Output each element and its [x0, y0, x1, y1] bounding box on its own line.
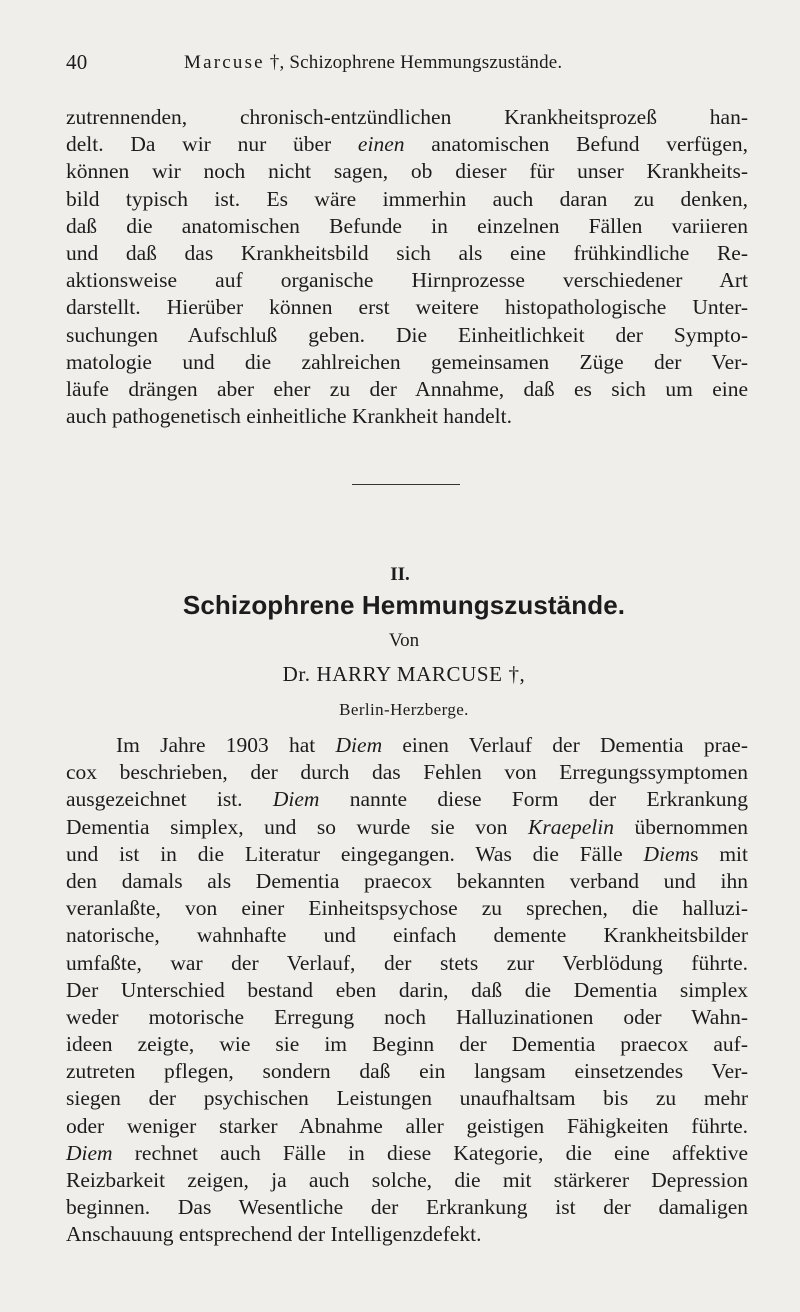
- text-line: bild typisch ist. Es wäre immerhin auch daran zu denken,: [66, 186, 748, 211]
- text-line: Diem rechnet auch Fälle in diese Kategorie, die eine affektive: [66, 1140, 748, 1165]
- article-author: Dr. HARRY MARCUSE †,: [282, 662, 526, 686]
- text-line: siegen der psychischen Leistungen unaufhaltsam bis zu mehr: [66, 1086, 748, 1111]
- text-line: cox beschrieben, der durch das Fehlen von Erregungssymptomen: [66, 760, 748, 785]
- emphasized-name: Diem: [272, 787, 320, 812]
- text-line: können wir noch nicht sagen, ob dieser für unser Krankheits-: [66, 159, 748, 184]
- byline-von: Von: [388, 630, 420, 651]
- text-line: daß die anatomischen Befunde in einzelnen Fällen variieren: [66, 213, 748, 238]
- text-line: oder weniger starker Abnahme aller geistigen Fähigkeiten führte.: [66, 1113, 748, 1138]
- emphasized-name: Kraepelin: [528, 814, 615, 839]
- paragraph-intro: [66, 732, 748, 1249]
- text-line: ausgezeichnet ist. Diem nannte diese Form der Erkrankung: [66, 787, 748, 812]
- text-line: natorische, wahnhafte und einfach demente Krankheitsbilder: [66, 923, 748, 948]
- text-line: matologie und die zahlreichen gemeinsamen Züge der Ver-: [66, 349, 748, 374]
- running-header: [66, 50, 746, 80]
- text-line: zutrennenden, chronisch-entzündlichen Krankheitsprozeß han-: [66, 105, 748, 129]
- text-line: und daß das Krankheitsbild sich als eine frühkindliche Re-: [66, 240, 748, 265]
- text-line: Der Unterschied bestand eben darin, daß die Dementia simplex: [66, 977, 748, 1002]
- text-line: und ist in die Literatur eingegangen. Was die Fälle Diems mit: [66, 841, 748, 866]
- emphasized-name: Diem: [66, 1140, 113, 1165]
- text-line: zutreten pflegen, sondern daß ein langsam einsetzendes Ver-: [66, 1059, 748, 1084]
- section-number: II.: [390, 564, 410, 585]
- text-line: den damals als Dementia praecox bekannten verband und ihn: [66, 868, 748, 893]
- page-number: 40: [66, 50, 88, 74]
- author-affiliation: Berlin-Herzberge.: [339, 700, 469, 719]
- header-title: , Schizophrene Hemmungszustände.: [279, 52, 563, 73]
- section-divider: [352, 484, 460, 485]
- text-line: suchungen Aufschluß geben. Die Einheitlichkeit der Sympto-: [66, 322, 748, 347]
- text-line: darstellt. Hierüber können erst weitere histopathologische Unter-: [66, 295, 748, 320]
- text-line: aktionsweise auf organische Hirnprozesse verschiedener Art: [66, 268, 748, 293]
- text-line: umfaßte, war der Verlauf, der stets zur Verblödung führte.: [66, 950, 748, 975]
- text-line: Reizbarkeit zeigen, ja auch solche, die mit stärkerer Depression: [66, 1168, 748, 1192]
- emphasized-name: einen: [357, 132, 405, 157]
- header-author: Marcuse: [184, 52, 265, 73]
- text-line: Anschauung entsprechend der Intelligenzdefekt.: [66, 1222, 482, 1247]
- emphasized-name: Diem: [335, 733, 383, 757]
- text-line: veranlaßte, von einer Einheitspsychose zu sprechen, die halluzi-: [66, 896, 748, 921]
- text-line: Im Jahre 1903 hat Diem einen Verlauf der Dementia prae-: [116, 733, 749, 757]
- text-line: ideen zeigte, wie sie im Beginn der Dementia praecox auf-: [66, 1032, 748, 1057]
- text-line: Dementia simplex, und so wurde sie von Kraepelin übernommen: [66, 814, 748, 839]
- text-line: beginnen. Das Wesentliche der Erkrankung ist der damaligen: [66, 1195, 748, 1220]
- emphasized-name: Diem: [643, 841, 691, 866]
- text-line: delt. Da wir nur über einen anatomischen Befund verfügen,: [66, 132, 748, 157]
- running-title: [184, 52, 562, 74]
- text-line: läufe drängen aber eher zu der Annahme, daß es sich um eine: [66, 376, 748, 401]
- header-dagger: †: [269, 52, 280, 73]
- paragraph-continuation: [66, 104, 748, 430]
- article-title: Schizophrene Hemmungszustände.: [182, 590, 626, 620]
- text-line: auch pathogenetisch einheitliche Krankheit handelt.: [66, 404, 512, 429]
- text-line: weder motorische Erregung noch Halluzinationen oder Wahn-: [66, 1004, 748, 1029]
